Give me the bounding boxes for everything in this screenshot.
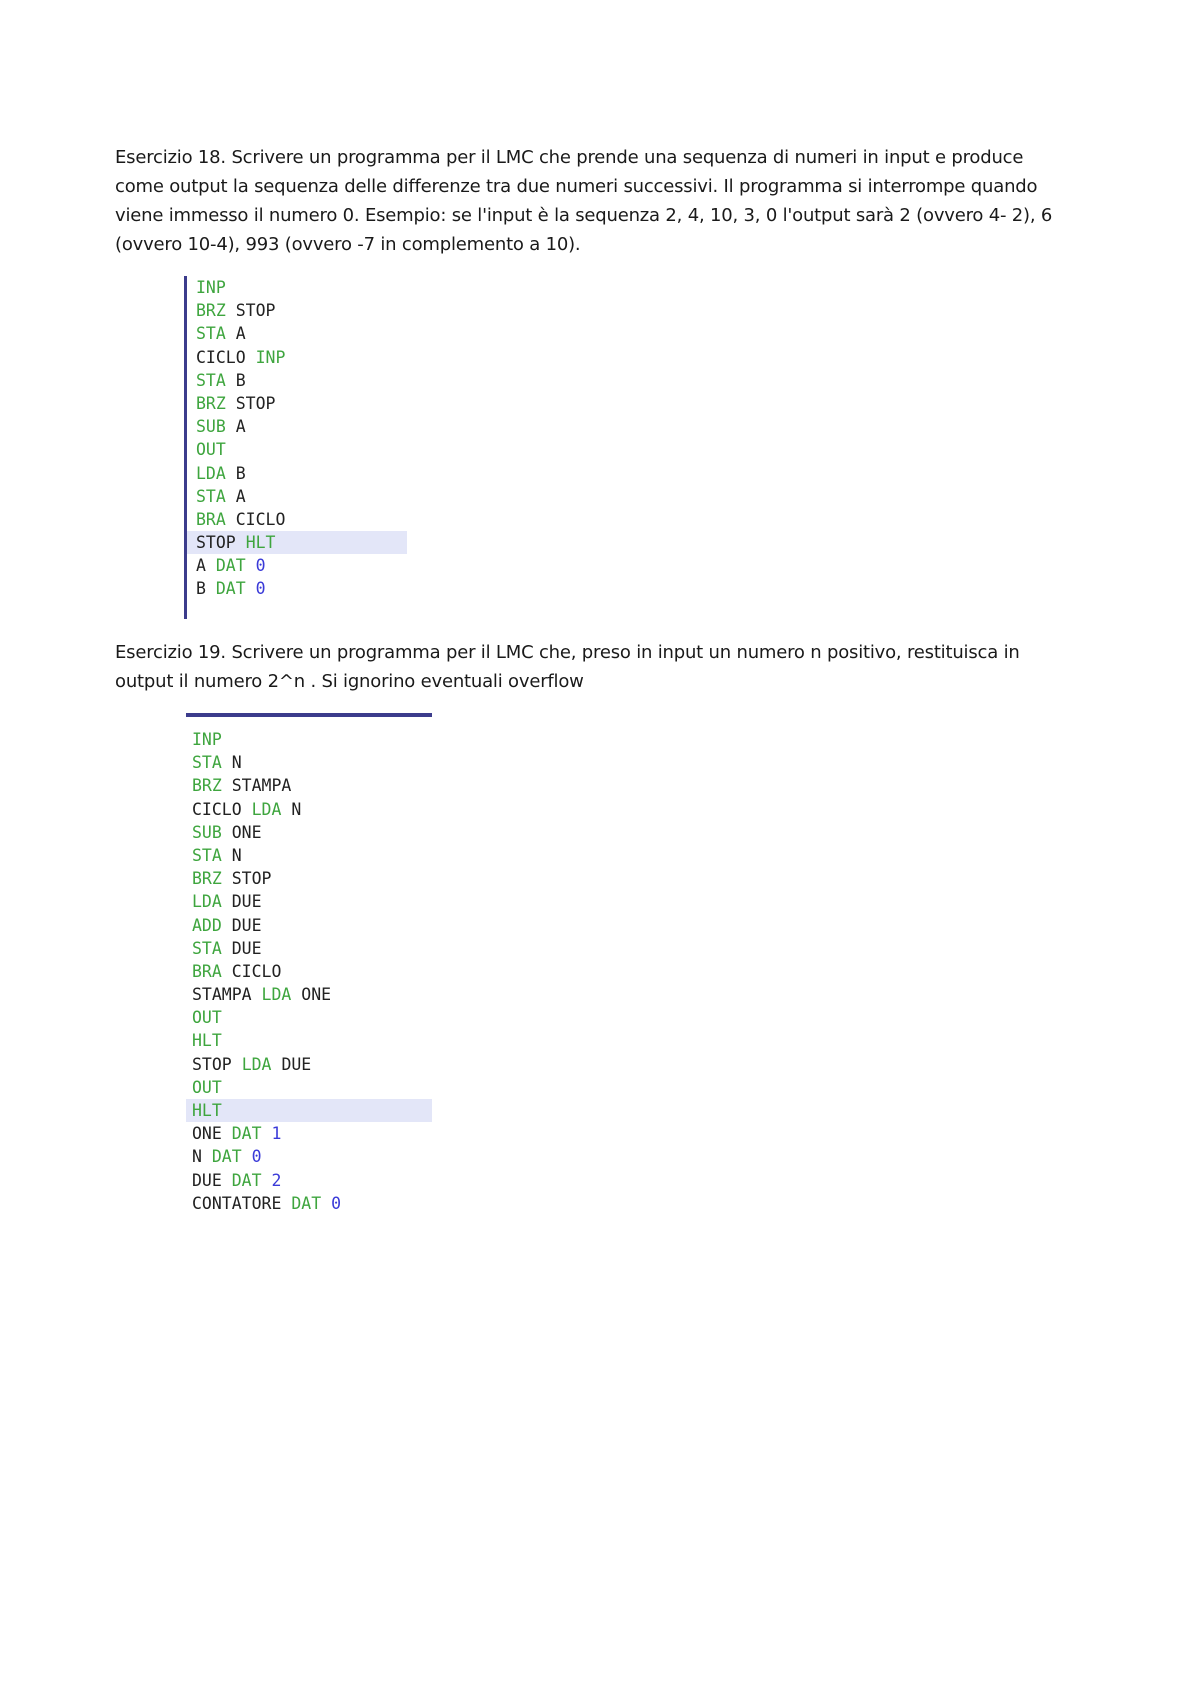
- code-line: [187, 299, 407, 322]
- code-opcode: HLT: [192, 1031, 222, 1051]
- code-opcode: OUT: [192, 1008, 222, 1028]
- code-line: [186, 751, 432, 774]
- code-operand: N: [291, 799, 302, 819]
- exercise-19-code-lines: [186, 728, 432, 1215]
- code-line: [186, 798, 432, 821]
- code-opcode: INP: [255, 347, 286, 367]
- code-label: B: [196, 579, 206, 599]
- code-operand: STOP: [235, 301, 276, 321]
- code-opcode: STA: [192, 938, 222, 958]
- code-opcode: SUB: [196, 417, 226, 437]
- code-opcode: LDA: [261, 985, 292, 1005]
- code-operand: A: [235, 417, 246, 437]
- code-opcode: HLT: [192, 1101, 222, 1120]
- code-opcode: STA: [192, 845, 222, 865]
- code-operand: ONE: [231, 822, 262, 842]
- code-label: STAMPA: [192, 985, 252, 1005]
- code-line: [186, 1145, 432, 1168]
- code-line: [187, 554, 407, 577]
- code-operand: STOP: [235, 393, 276, 413]
- code-line: [187, 508, 407, 531]
- code-line: [186, 1122, 432, 1145]
- code-operand: DUE: [281, 1054, 312, 1074]
- code-line: [186, 1099, 432, 1122]
- code-line: [186, 728, 432, 751]
- code-operand: STAMPA: [231, 776, 292, 796]
- code-operand: CICLO: [231, 961, 282, 981]
- code-line: [186, 983, 432, 1006]
- code-opcode: OUT: [196, 440, 226, 460]
- exercise-19-code-listing: [186, 713, 432, 1213]
- code-line: [187, 462, 407, 485]
- code-line: [186, 774, 432, 797]
- code-operand: ONE: [301, 985, 332, 1005]
- code-operand: A: [235, 324, 246, 344]
- code-label: STOP: [192, 1054, 232, 1074]
- code-line: [186, 914, 432, 937]
- code-opcode: ADD: [192, 915, 222, 935]
- code-line: [186, 821, 432, 844]
- code-operand: N: [231, 845, 242, 865]
- code-operand: 0: [255, 556, 266, 576]
- code-line: [187, 369, 407, 392]
- code-operand: 0: [251, 1147, 262, 1167]
- exercise-18-code-listing: [184, 276, 407, 619]
- code-operand: 1: [271, 1124, 282, 1144]
- code-opcode: LDA: [251, 799, 282, 819]
- code-opcode: LDA: [196, 463, 226, 483]
- code-operand: CICLO: [235, 509, 286, 529]
- code-line: [187, 415, 407, 438]
- code-line: [187, 531, 407, 554]
- code-line: [186, 1053, 432, 1076]
- code-operand: A: [235, 486, 246, 506]
- code-operand: 2: [271, 1170, 282, 1190]
- code-opcode: STA: [196, 324, 226, 344]
- code-opcode: HLT: [245, 533, 276, 553]
- exercise-18-code-lines: [187, 276, 407, 601]
- code-opcode: BRZ: [192, 869, 222, 889]
- code-line: [186, 960, 432, 983]
- code-label: DUE: [192, 1170, 222, 1190]
- code-opcode: BRA: [192, 961, 222, 981]
- code-line: [187, 346, 407, 369]
- code-line: [186, 1192, 432, 1215]
- code-opcode: LDA: [192, 892, 222, 912]
- code-operand: 0: [331, 1193, 342, 1213]
- code-opcode: STA: [192, 753, 222, 773]
- code-opcode: STA: [196, 370, 226, 390]
- code-label: CICLO: [196, 347, 246, 367]
- code-label: CONTATORE: [192, 1193, 282, 1213]
- code-opcode: STA: [196, 486, 226, 506]
- code-label: STOP: [196, 533, 236, 553]
- code-line: [187, 438, 407, 461]
- code-line: [187, 485, 407, 508]
- code-opcode: DAT: [215, 556, 246, 576]
- exercise-18-text: Esercizio 18. Scrivere un programma per il LMC che prende una sequenza di numeri in input e produce come output la sequenza delle differenze tra due numeri successivi. Il programma si interrompe quando viene immesso il numero 0. Esempio: se l'input è la sequenza 2, 4, 10, 3, 0 l'output sarà 2 (ovvero 4- 2), 6 (ovvero 10-4), 993 (ovvero -7 in complemento a 10).: [115, 147, 1053, 255]
- code-operand: B: [235, 370, 246, 390]
- code-opcode: BRA: [196, 509, 226, 529]
- code-opcode: INP: [192, 730, 222, 749]
- code-opcode: DAT: [231, 1170, 262, 1190]
- code-line: [186, 937, 432, 960]
- code-label: N: [192, 1147, 202, 1167]
- code-operand: B: [235, 463, 246, 483]
- code-opcode: BRZ: [196, 393, 226, 413]
- code-line: [186, 890, 432, 913]
- exercise-19-text: Esercizio 19. Scrivere un programma per il LMC che, preso in input un numero n positivo, restituisca in output il numero 2^n . Si ignorino eventuali overflow: [115, 642, 1020, 692]
- code-opcode: BRZ: [196, 301, 226, 321]
- code-operand: N: [231, 753, 242, 773]
- code-line: [186, 1006, 432, 1029]
- code-operand: 0: [255, 579, 266, 599]
- code-line: [186, 867, 432, 890]
- code-label: A: [196, 556, 206, 576]
- code-line: [187, 392, 407, 415]
- code-operand: STOP: [231, 869, 272, 889]
- code-opcode: DAT: [215, 579, 246, 599]
- code-line: [187, 322, 407, 345]
- code-opcode: INP: [196, 278, 226, 297]
- code-opcode: OUT: [192, 1077, 222, 1097]
- code-line: [186, 844, 432, 867]
- code-opcode: LDA: [241, 1054, 272, 1074]
- code-line: [187, 577, 407, 600]
- code-opcode: SUB: [192, 822, 222, 842]
- code-operand: DUE: [231, 938, 262, 958]
- code-label: ONE: [192, 1124, 222, 1144]
- code-opcode: BRZ: [192, 776, 222, 796]
- code-line: [186, 1076, 432, 1099]
- code-line: [186, 1029, 432, 1052]
- code-operand: DUE: [231, 915, 262, 935]
- code-label: CICLO: [192, 799, 242, 819]
- code-opcode: DAT: [211, 1147, 242, 1167]
- code-opcode: DAT: [231, 1124, 262, 1144]
- code-opcode: DAT: [291, 1193, 322, 1213]
- code-operand: DUE: [231, 892, 262, 912]
- code-line: [187, 276, 407, 299]
- code-line: [186, 1169, 432, 1192]
